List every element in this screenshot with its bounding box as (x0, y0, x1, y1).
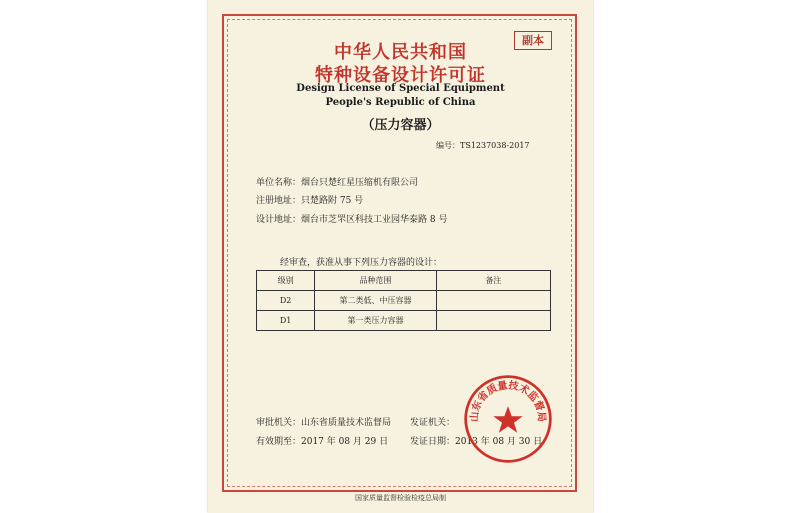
serial-number: 编号：TS1237038-2017 (436, 141, 530, 150)
cell-scope: 第一类压力容器 (315, 311, 436, 331)
table-row (257, 291, 551, 311)
scope-table (256, 270, 551, 331)
approval-statement: 经审查，获准从事下列压力容器的设计： (280, 258, 443, 268)
issue-date: 发证日期：2013 年 08 月 30 日 (410, 437, 543, 447)
category-label: （压力容器） (361, 118, 440, 133)
cell-remarks (436, 311, 550, 331)
valid-until: 有效期至：2017 年 08 月 29 日 (256, 437, 389, 447)
star-icon (493, 406, 522, 433)
title-line1: 中华人民共和国 (334, 42, 467, 63)
cell-scope: 第二类低、中压容器 (315, 291, 436, 311)
cell-remarks (436, 291, 550, 311)
table-header-row (257, 271, 551, 291)
certificate-paper (208, 0, 593, 513)
title-english-line2: People's Republic of China (325, 97, 476, 108)
seal-text: 山东省质量技术监督局 (468, 379, 548, 423)
title-line2: 特种设备设计许可证 (315, 65, 486, 86)
title-english-line1: Design License of Special Equipment (296, 83, 505, 94)
design-address: 设计地址：烟台市芝罘区科技工业园华泰路 8 号 (256, 215, 448, 225)
table-row (257, 311, 551, 331)
approving-authority: 审批机关：山东省质量技术监督局 (256, 418, 392, 428)
cell-level: D2 (257, 291, 315, 311)
footer-issuer: 国家质量监督检验检疫总局制 (355, 494, 446, 502)
official-seal (462, 373, 554, 465)
header-remarks: 备注 (436, 271, 550, 291)
issuing-authority: 发证机关： (410, 418, 456, 428)
copy-badge: 副本 (514, 31, 552, 50)
unit-name: 单位名称：烟台只楚红星压缩机有限公司 (256, 178, 419, 188)
cell-level: D1 (257, 311, 315, 331)
header-level: 级别 (257, 271, 315, 291)
header-scope: 品种范围 (315, 271, 436, 291)
registered-address: 注册地址：只楚路附 75 号 (256, 196, 364, 206)
